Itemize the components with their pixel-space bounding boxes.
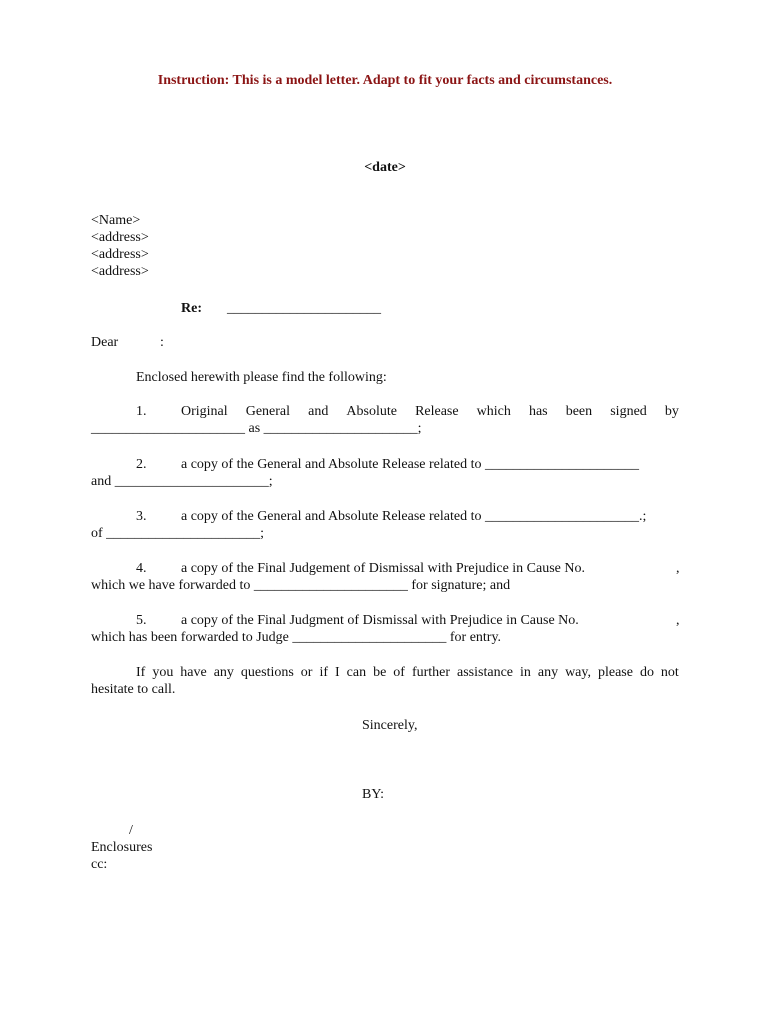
closing-word: further [411, 665, 451, 680]
item-line: a copy of the General and Absolute Release related to ______________________.; [181, 509, 647, 524]
intro-text: Enclosed herewith please find the following: [136, 370, 387, 385]
item-trailing-comma: , [676, 561, 680, 576]
item-number: 3. [136, 509, 147, 524]
item-word: and [308, 404, 329, 419]
re-label: Re: [181, 301, 202, 316]
item-number: 4. [136, 561, 147, 576]
cc-label: cc: [91, 857, 108, 872]
item-word: by [664, 404, 679, 419]
item-number: 1. [136, 404, 147, 419]
closing-word: if [319, 665, 329, 680]
item-trailing-comma: , [676, 613, 680, 628]
item-line: a copy of the General and Absolute Release related to ______________________ [181, 457, 639, 472]
closing-line-2: hesitate to call. [91, 682, 176, 697]
item-line-2: which we have forwarded to ______________________ for signature; and [91, 578, 511, 593]
recipient-name: <Name> [91, 213, 141, 228]
salutation-dear: Dear [91, 335, 119, 350]
closing-word: assistance [457, 665, 513, 680]
recipient-address-line: <address> [91, 264, 149, 279]
closing-word: If [136, 665, 146, 680]
recipient-address-line: <address> [91, 230, 149, 245]
item-line: a copy of the Final Judgement of Dismissal with Prejudice in Cause No. [181, 561, 585, 576]
salutation-colon: : [160, 335, 164, 350]
re-blank: ______________________ [227, 301, 381, 316]
item-word: has [528, 404, 548, 419]
closing-word: in [519, 665, 531, 680]
enclosures-label: Enclosures [91, 840, 153, 855]
closing-word: any [213, 665, 234, 680]
item-word: been [565, 404, 593, 419]
item-line: a copy of the Final Judgment of Dismissal with Prejudice in Cause No. [181, 613, 579, 628]
item-line-2: which has been forwarded to Judge ______________________ for entry. [91, 630, 502, 645]
item-word: General [245, 404, 291, 419]
item-line-2: and ______________________; [91, 474, 273, 489]
item-line [181, 403, 679, 420]
closing-word: have [180, 665, 207, 680]
recipient-address-line: <address> [91, 247, 149, 262]
item-word: which [476, 404, 511, 419]
closing-word: can [346, 665, 367, 680]
closing-word: do [639, 665, 654, 680]
closing-word: I [335, 665, 340, 680]
closing-word: of [393, 665, 405, 680]
closing-word: way, [565, 665, 591, 680]
closing-word: please [597, 665, 633, 680]
letter-date: <date> [364, 160, 406, 175]
item-number: 2. [136, 457, 147, 472]
closing-word: questions [240, 665, 294, 680]
closing-word: you [152, 665, 174, 680]
closing-line [136, 664, 679, 681]
closing-word: any [537, 665, 559, 680]
item-word: Release [415, 404, 459, 419]
item-line-2: of ______________________; [91, 526, 265, 541]
item-word: Original [181, 404, 228, 419]
initials-slash: / [129, 823, 133, 838]
instruction-note: Instruction: This is a model letter. Adapt to fit your facts and circumstances. [157, 73, 613, 88]
closing-word: or [300, 665, 313, 680]
item-line-2: ______________________ as ______________________; [91, 421, 422, 436]
item-number: 5. [136, 613, 147, 628]
signature-by-label: BY: [362, 787, 385, 802]
sign-off: Sincerely, [362, 718, 418, 733]
closing-word: not [660, 665, 679, 680]
item-word: Absolute [346, 404, 397, 419]
item-word: signed [610, 404, 647, 419]
closing-word: be [373, 665, 387, 680]
